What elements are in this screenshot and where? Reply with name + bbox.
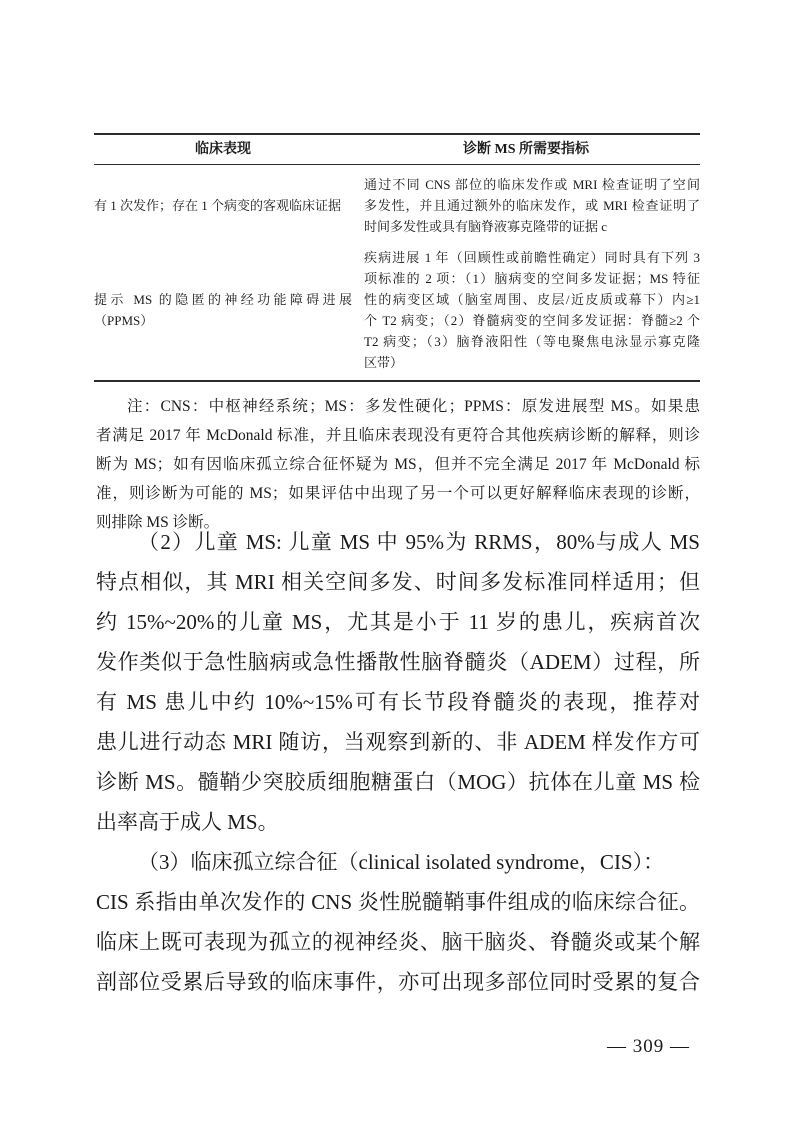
table-cell-clinical — [94, 289, 352, 331]
table-cell-criteria — [364, 247, 700, 373]
text-line: 临床上既可表现为孤立的视神经炎、脑干脑炎、脊髓炎或某个解 — [96, 930, 700, 954]
text-line: 项标准的 2 项：（1）脑病变的空间多发证据；MS 特征 — [364, 271, 700, 286]
text-line: （3）临床孤立综合征（clinical isolated syndrome，CIS）： — [138, 850, 665, 874]
page-number: — 309 — — [607, 1036, 690, 1057]
text-line: 区带） — [364, 355, 404, 370]
diagnosis-table — [94, 133, 700, 382]
text-line: 个 T2 病变；（2）脊髓病变的空间多发证据：脊髓≥2 个 — [364, 313, 700, 328]
table-header-clinical: 临床表现 — [195, 142, 251, 157]
table-row-single-attack — [94, 165, 700, 243]
text-line: 有 MS 患儿中约 10%~15%可有长节段脊髓炎的表现，推荐对 — [96, 690, 700, 714]
text-line: 注：CNS：中枢神经系统；MS：多发性硬化；PPMS：原发进展型 MS。如果患 — [127, 398, 700, 415]
text-line: 约 15%~20%的儿童 MS，尤其是小于 11 岁的患儿，疾病首次 — [96, 610, 700, 634]
text-line: （PPMS） — [94, 313, 154, 328]
table-cell-criteria — [364, 174, 700, 237]
text-line: T2 病变；（3）脑脊液阳性（等电聚焦电泳显示寡克隆 — [364, 334, 700, 349]
text-line: 时间多发性或具有脑脊液寡克隆带的证据 c — [364, 219, 608, 234]
text-line: 诊断 MS。髓鞘少突胶质细胞糖蛋白（MOG）抗体在儿童 MS 检 — [96, 770, 700, 794]
table-header-criteria: 诊断 MS 所需要指标 — [463, 142, 589, 157]
text-line: 剖部位受累后导致的临床事件，亦可出现多部位同时受累的复合 — [96, 970, 700, 994]
table-row-ppms — [94, 243, 700, 380]
text-line: 性的病变区域（脑室周围、皮层/近皮质或幕下）内≥1 — [364, 292, 700, 307]
text-line: CIS 系指由单次发作的 CNS 炎性脱髓鞘事件组成的临床综合征。 — [96, 890, 700, 914]
paragraph-cis — [96, 842, 700, 1002]
text-line: 断为 MS；如有因临床孤立综合征怀疑为 MS，但并不完全满足 2017 年 McDonald 标 — [96, 456, 700, 473]
text-line: 通过不同 CNS 部位的临床发作或 MRI 检查证明了空间 — [364, 177, 700, 192]
text-line: 则排除 MS 诊断。 — [96, 514, 220, 531]
text-line: 有 1 次发作；存在 1 个病变的客观临床证据 — [94, 198, 342, 213]
text-line: 者满足 2017 年 McDonald 标准，并且临床表现没有更符合其他疾病诊断的解释，则诊 — [96, 427, 700, 444]
text-line: 疾病进展 1 年（回顾性或前瞻性确定）同时具有下列 3 — [364, 250, 700, 265]
text-line: 特点相似，其 MRI 相关空间多发、时间多发标准同样适用；但 — [96, 570, 700, 594]
table-cell-clinical — [94, 195, 352, 216]
text-line: 多发性，并且通过额外的临床发作，或 MRI 检查证明了 — [364, 198, 700, 213]
text-line: 发作类似于急性脑病或急性播散性脑脊髓炎（ADEM）过程，所 — [96, 650, 700, 674]
text-line: 准，则诊断为可能的 MS；如果评估中出现了另一个可以更好解释临床表现的诊断， — [96, 485, 700, 502]
paragraph-pediatric-ms — [96, 522, 700, 842]
text-line: 出率高于成人 MS。 — [96, 810, 279, 834]
text-line: （2）儿童 MS: 儿童 MS 中 95%为 RRMS，80%与成人 MS — [138, 530, 700, 554]
text-line: 提示 MS 的隐匿的神经功能障碍进展 — [94, 292, 352, 307]
text-line: 患儿进行动态 MRI 随访，当观察到新的、非 ADEM 样发作方可 — [96, 730, 700, 754]
table-footnote — [96, 392, 700, 537]
table-header-row — [94, 135, 700, 165]
body-text — [96, 522, 700, 1002]
